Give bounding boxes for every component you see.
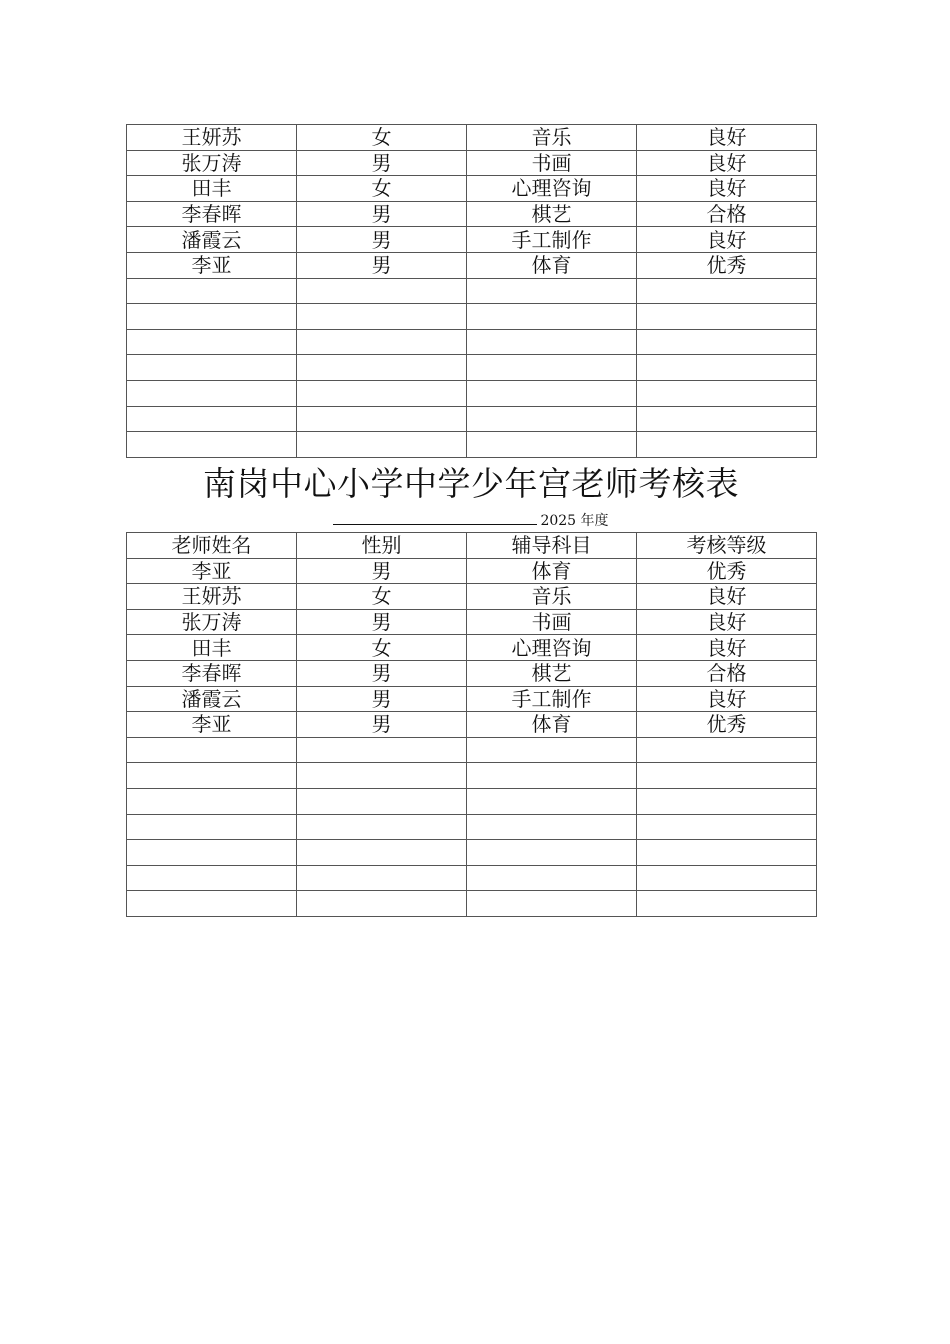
table-row — [127, 686, 817, 712]
teacher-name-cell: 王妍苏 — [127, 125, 297, 151]
grade-cell: 良好 — [637, 584, 817, 610]
grade-cell: 良好 — [637, 125, 817, 151]
year-line — [126, 510, 816, 531]
subject-cell — [467, 380, 637, 406]
gender-cell: 男 — [297, 201, 467, 227]
grade-cell: 良好 — [637, 150, 817, 176]
teacher-name-cell — [127, 278, 297, 304]
year-label: 2025 年度 — [540, 513, 609, 529]
teacher-name-cell: 张万涛 — [127, 609, 297, 635]
table-row — [127, 329, 817, 355]
table-row — [127, 865, 817, 891]
table-row — [127, 252, 817, 278]
table-body — [127, 533, 817, 917]
gender-cell: 男 — [297, 150, 467, 176]
subject-cell: 音乐 — [467, 584, 637, 610]
subject-cell: 心理咨询 — [467, 635, 637, 661]
grade-cell: 良好 — [637, 227, 817, 253]
gender-cell: 女 — [297, 125, 467, 151]
teacher-name-cell: 李亚 — [127, 712, 297, 738]
teacher-name-cell: 李春晖 — [127, 201, 297, 227]
grade-cell — [637, 788, 817, 814]
teacher-name-cell — [127, 737, 297, 763]
subject-cell — [467, 278, 637, 304]
grade-cell — [637, 432, 817, 458]
teacher-name-cell: 王妍苏 — [127, 584, 297, 610]
gender-cell: 男 — [297, 558, 467, 584]
grade-cell — [637, 304, 817, 330]
table-header-row — [127, 533, 817, 559]
subject-cell — [467, 432, 637, 458]
teacher-name-cell — [127, 355, 297, 381]
teacher-name-cell — [127, 763, 297, 789]
subject-cell: 棋艺 — [467, 201, 637, 227]
grade-cell — [637, 865, 817, 891]
subject-cell — [467, 304, 637, 330]
subject-cell: 体育 — [467, 712, 637, 738]
table-row — [127, 558, 817, 584]
table-row — [127, 176, 817, 202]
gender-cell — [297, 814, 467, 840]
table-row — [127, 660, 817, 686]
table-row — [127, 150, 817, 176]
gender-cell: 男 — [297, 660, 467, 686]
gender-cell: 男 — [297, 227, 467, 253]
subject-cell: 心理咨询 — [467, 176, 637, 202]
teacher-name-cell — [127, 814, 297, 840]
teacher-name-cell — [127, 891, 297, 917]
teacher-name-cell: 张万涛 — [127, 150, 297, 176]
gender-cell: 男 — [297, 686, 467, 712]
gender-cell — [297, 432, 467, 458]
table-row — [127, 788, 817, 814]
teacher-name-cell: 潘霞云 — [127, 227, 297, 253]
subject-cell: 音乐 — [467, 125, 637, 151]
grade-cell — [637, 737, 817, 763]
table-row — [127, 380, 817, 406]
gender-cell — [297, 891, 467, 917]
gender-cell — [297, 406, 467, 432]
teacher-name-cell — [127, 329, 297, 355]
teacher-name-cell: 李亚 — [127, 252, 297, 278]
header-subject: 辅导科目 — [467, 533, 637, 559]
subject-cell — [467, 840, 637, 866]
gender-cell — [297, 788, 467, 814]
table-row — [127, 840, 817, 866]
gender-cell — [297, 737, 467, 763]
table-row — [127, 406, 817, 432]
table-row — [127, 609, 817, 635]
subject-cell: 棋艺 — [467, 660, 637, 686]
table-body — [127, 125, 817, 458]
grade-cell: 良好 — [637, 176, 817, 202]
subject-cell: 手工制作 — [467, 227, 637, 253]
table-row — [127, 712, 817, 738]
grade-cell — [637, 355, 817, 381]
header-grade: 考核等级 — [637, 533, 817, 559]
gender-cell: 女 — [297, 176, 467, 202]
teacher-name-cell — [127, 304, 297, 330]
teacher-name-cell — [127, 840, 297, 866]
subject-cell: 书画 — [467, 150, 637, 176]
subject-cell — [467, 865, 637, 891]
gender-cell — [297, 763, 467, 789]
subject-cell — [467, 406, 637, 432]
grade-cell: 优秀 — [637, 252, 817, 278]
year-blank-underline — [333, 510, 537, 525]
table-row — [127, 201, 817, 227]
gender-cell: 女 — [297, 635, 467, 661]
table-row — [127, 125, 817, 151]
teacher-name-cell — [127, 406, 297, 432]
grade-cell — [637, 814, 817, 840]
gender-cell — [297, 840, 467, 866]
gender-cell — [297, 380, 467, 406]
teacher-name-cell — [127, 788, 297, 814]
grade-cell — [637, 891, 817, 917]
table-row — [127, 278, 817, 304]
table-row — [127, 635, 817, 661]
subject-cell: 体育 — [467, 252, 637, 278]
grade-cell — [637, 763, 817, 789]
teacher-name-cell: 田丰 — [127, 635, 297, 661]
grade-cell: 合格 — [637, 660, 817, 686]
table-row — [127, 891, 817, 917]
teacher-name-cell — [127, 865, 297, 891]
gender-cell: 男 — [297, 712, 467, 738]
subject-cell — [467, 788, 637, 814]
grade-cell — [637, 840, 817, 866]
gender-cell — [297, 329, 467, 355]
gender-cell: 男 — [297, 252, 467, 278]
grade-cell: 良好 — [637, 686, 817, 712]
subject-cell — [467, 355, 637, 381]
gender-cell — [297, 278, 467, 304]
assessment-table-continued — [126, 124, 817, 458]
subject-cell — [467, 329, 637, 355]
grade-cell: 良好 — [637, 635, 817, 661]
teacher-name-cell: 李春晖 — [127, 660, 297, 686]
header-teacher-name: 老师姓名 — [127, 533, 297, 559]
table-row — [127, 355, 817, 381]
subject-cell — [467, 814, 637, 840]
grade-cell: 优秀 — [637, 712, 817, 738]
teacher-name-cell: 李亚 — [127, 558, 297, 584]
subject-cell — [467, 737, 637, 763]
subject-cell: 手工制作 — [467, 686, 637, 712]
teacher-name-cell — [127, 432, 297, 458]
table-row — [127, 737, 817, 763]
teacher-name-cell: 潘霞云 — [127, 686, 297, 712]
grade-cell — [637, 406, 817, 432]
form-title: 南岗中心小学中学少年宫老师考核表 — [203, 464, 739, 503]
header-gender: 性别 — [297, 533, 467, 559]
gender-cell — [297, 304, 467, 330]
assessment-table — [126, 532, 817, 917]
subject-cell — [467, 763, 637, 789]
subject-cell — [467, 891, 637, 917]
table-row — [127, 814, 817, 840]
grade-cell: 合格 — [637, 201, 817, 227]
gender-cell: 男 — [297, 609, 467, 635]
teacher-name-cell: 田丰 — [127, 176, 297, 202]
grade-cell: 优秀 — [637, 558, 817, 584]
table-row — [127, 584, 817, 610]
grade-cell: 良好 — [637, 609, 817, 635]
gender-cell — [297, 865, 467, 891]
subject-cell: 体育 — [467, 558, 637, 584]
grade-cell — [637, 329, 817, 355]
table-row — [127, 763, 817, 789]
grade-cell — [637, 380, 817, 406]
subject-cell: 书画 — [467, 609, 637, 635]
gender-cell — [297, 355, 467, 381]
gender-cell: 女 — [297, 584, 467, 610]
table-row — [127, 432, 817, 458]
table-row — [127, 304, 817, 330]
grade-cell — [637, 278, 817, 304]
teacher-name-cell — [127, 380, 297, 406]
table-row — [127, 227, 817, 253]
